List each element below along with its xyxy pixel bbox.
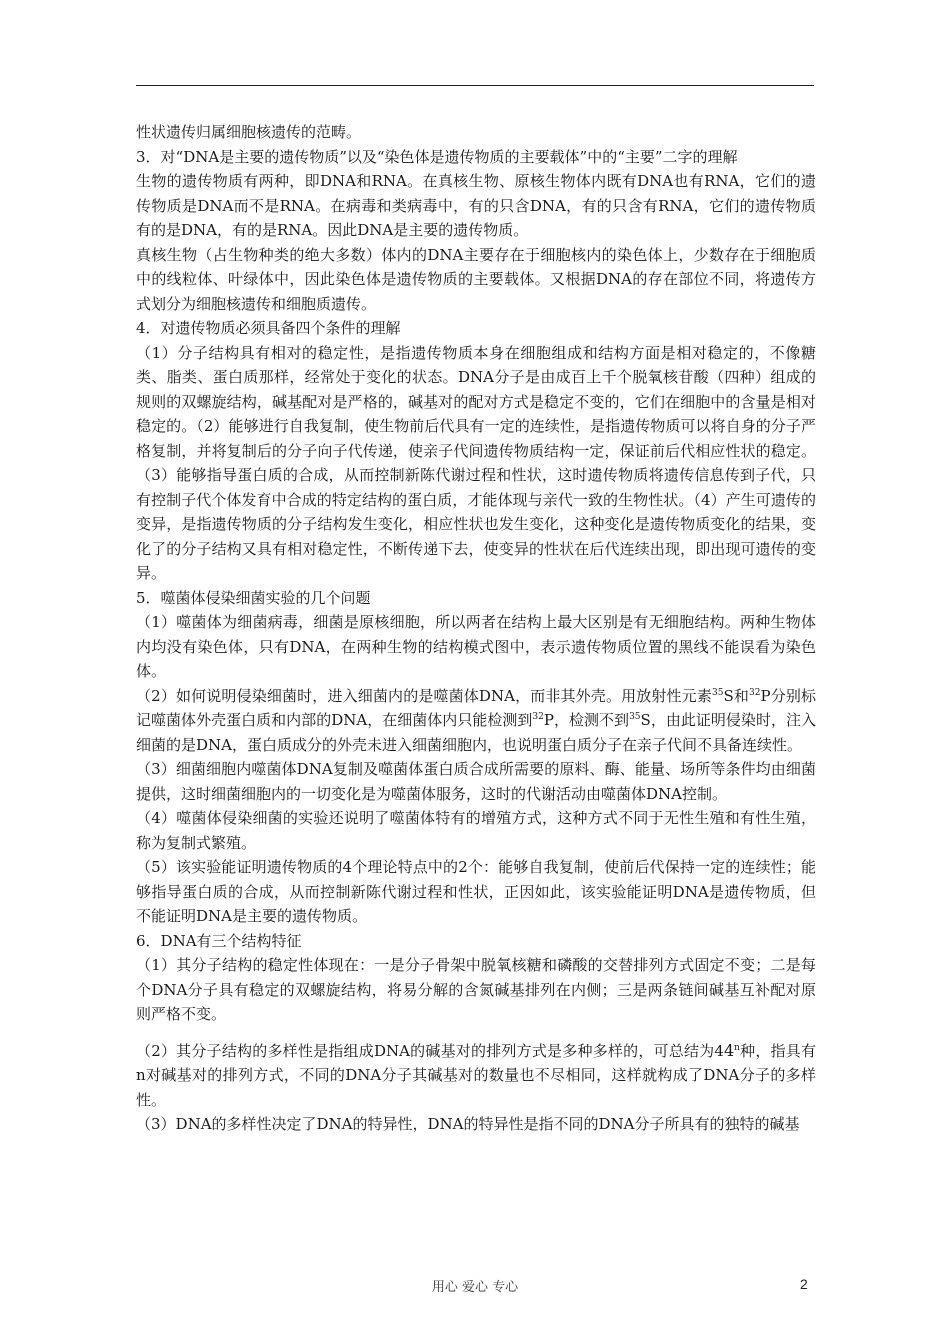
paragraph-diversity <box>136 1039 816 1113</box>
superscript: 32 <box>532 712 544 722</box>
text-run: P分别标记噬菌体外壳蛋白质和内部的DNA，在细菌体内只能检测到 <box>136 686 817 729</box>
paragraph: （4）噬菌体侵染细菌的实验还说明了噬菌体特有的增殖方式，这种方式不同于无性生殖和有性生殖，称为复制式繁殖。 <box>136 809 816 852</box>
section-heading: 5．噬菌体侵染细菌实验的几个问题 <box>136 588 371 607</box>
paragraph: 生物的遗传物质有两种，即DNA和RNA。在真核生物、原核生物体内既有DNA也有RNA，它们的遗传物质是DNA而不是RNA。在病毒和类病毒中，有的只含DNA，有的只含有RNA，它们的遗传物质有的是DNA，有的是RNA。因此DNA是主要的遗传物质。 <box>136 172 816 239</box>
text-run: 种，指具有n对碱基对的排列方式，不同的DNA分子其碱基对的数量也不尽相同，这样就构成了DNA分子的多样性。 <box>136 1041 816 1109</box>
text-run: S和 <box>723 686 750 705</box>
paragraph: （1）其分子结构的稳定性体现在：一是分子骨架中脱氧核糖和磷酸的交替排列方式固定不变；二是每个DNA分子具有稳定的双螺旋结构，将易分解的含氮碱基排列在内侧；三是两条链间碱基互补配对原则严格不变。 <box>136 956 816 1023</box>
text-run: （2）如何说明侵染细菌时，进入细菌内的是噬菌体DNA，而非其外壳。用放射性元素 <box>136 686 712 705</box>
paragraph: （5）该实验能证明遗传物质的4个理论特点中的2个：能够自我复制，使前后代保持一定的连续性；能够指导蛋白质的合成，从而控制新陈代谢过程和性状，正因如此，该实验能证明DNA是遗传物质，但不能证明DNA是主要的遗传物质。 <box>136 858 816 925</box>
formula-base: 4 <box>723 1040 735 1060</box>
text-run: S，由此证明侵染时，注入细菌的是DNA，蛋白质成分的外壳未进入细菌细胞内，也说明蛋白质分子在亲子代间不具备连续性。 <box>136 711 816 754</box>
paragraph: 性状遗传归属细胞核遗传的范畴。 <box>136 123 362 141</box>
superscript: 35 <box>629 712 641 722</box>
text-run: P，检测不到 <box>543 711 630 729</box>
footer-slogan: 用心 爱心 专心 <box>431 1280 519 1295</box>
section-heading: 4．对遗传物质必须具备四个条件的理解 <box>136 319 401 337</box>
superscript: 35 <box>711 687 724 698</box>
spacer <box>136 1027 816 1039</box>
paragraph-isotope-labeling <box>136 684 816 758</box>
paragraph: （3）DNA的多样性决定了DNA的特异性，DNA的特异性是指不同的DNA分子所具有的独特的碱基 <box>136 1115 800 1133</box>
text-run: （2）其分子结构的多样性是指组成DNA的碱基对的排列方式是多种多样的，可总结为4 <box>136 1041 724 1060</box>
formula-exponent: n <box>734 1042 740 1053</box>
page-number: 2 <box>800 1276 808 1292</box>
paragraph: （1）分子结构具有相对的稳定性，是指遗传物质本身在细胞组成和结构方面是相对稳定的，不像糖类、脂类、蛋白质那样，经常处于变化的状态。DNA分子是由成百上千个脱氧核苷酸（四种）组成的规则的双螺旋结构，碱基配对是严格的，碱基对的配对方式是稳定不变的，它们在细胞中的含量是相对稳定的。（2）能够进行自我复制，使生物前后代具有一定的连续性，是指遗传物质可以将自身的分子严格复制，并将复制后的分子向子代传递，使亲子代间遗传物质结构一定，保证前后代相应性状的稳定。（3）能够指导蛋白质的合成，从而控制新陈代谢过程和性状，这时遗传物质将遗传信息传到子代，只有控制子代个体发育中合成的特定结构的蛋白质，才能体现与亲代一致的生物性状。（4）产生可遗传的变异，是指遗传物质的分子结构发生变化，相应性状也发生变化，这种变化是遗传物质变化的结果，变化了的分子结构又具有相对稳定性，不断传递下去，使变异的性状在后代连续出现，即出现可遗传的变异。 <box>136 343 816 582</box>
paragraph: （3）细菌细胞内噬菌体DNA复制及噬菌体蛋白质合成所需要的原料、酶、能量、场所等条件均由细菌提供，这时细菌细胞内的一切变化是为噬菌体服务，这时的代谢活动由噬菌体DNA控制。 <box>136 760 816 803</box>
paragraph: （1）噬菌体为细菌病毒，细菌是原核细胞，所以两者在结构上最大区别是有无细胞结构。两种生物体内均没有染色体，只有DNA，在两种生物的结构模式图中，表示遗传物质位置的黑线不能误看为染色体。 <box>136 613 816 680</box>
section-heading: 3．对“DNA是主要的遗传物质”以及“染色体是遗传物质的主要载体”中的“主要”二字的理解 <box>136 147 738 166</box>
section-heading: 6．DNA有三个结构特征 <box>136 931 302 950</box>
superscript: 32 <box>749 687 761 698</box>
header-rule <box>136 85 814 86</box>
paragraph: 真核生物（占生物种类的绝大多数）体内的DNA主要存在于细胞核内的染色体上，少数存在于细胞质中的线粒体、叶绿体中，因此染色体是遗传物质的主要载体。又根据DNA的存在部位不同，将遗传方式划分为细胞核遗传和细胞质遗传。 <box>136 245 816 313</box>
document-body <box>136 120 816 1137</box>
